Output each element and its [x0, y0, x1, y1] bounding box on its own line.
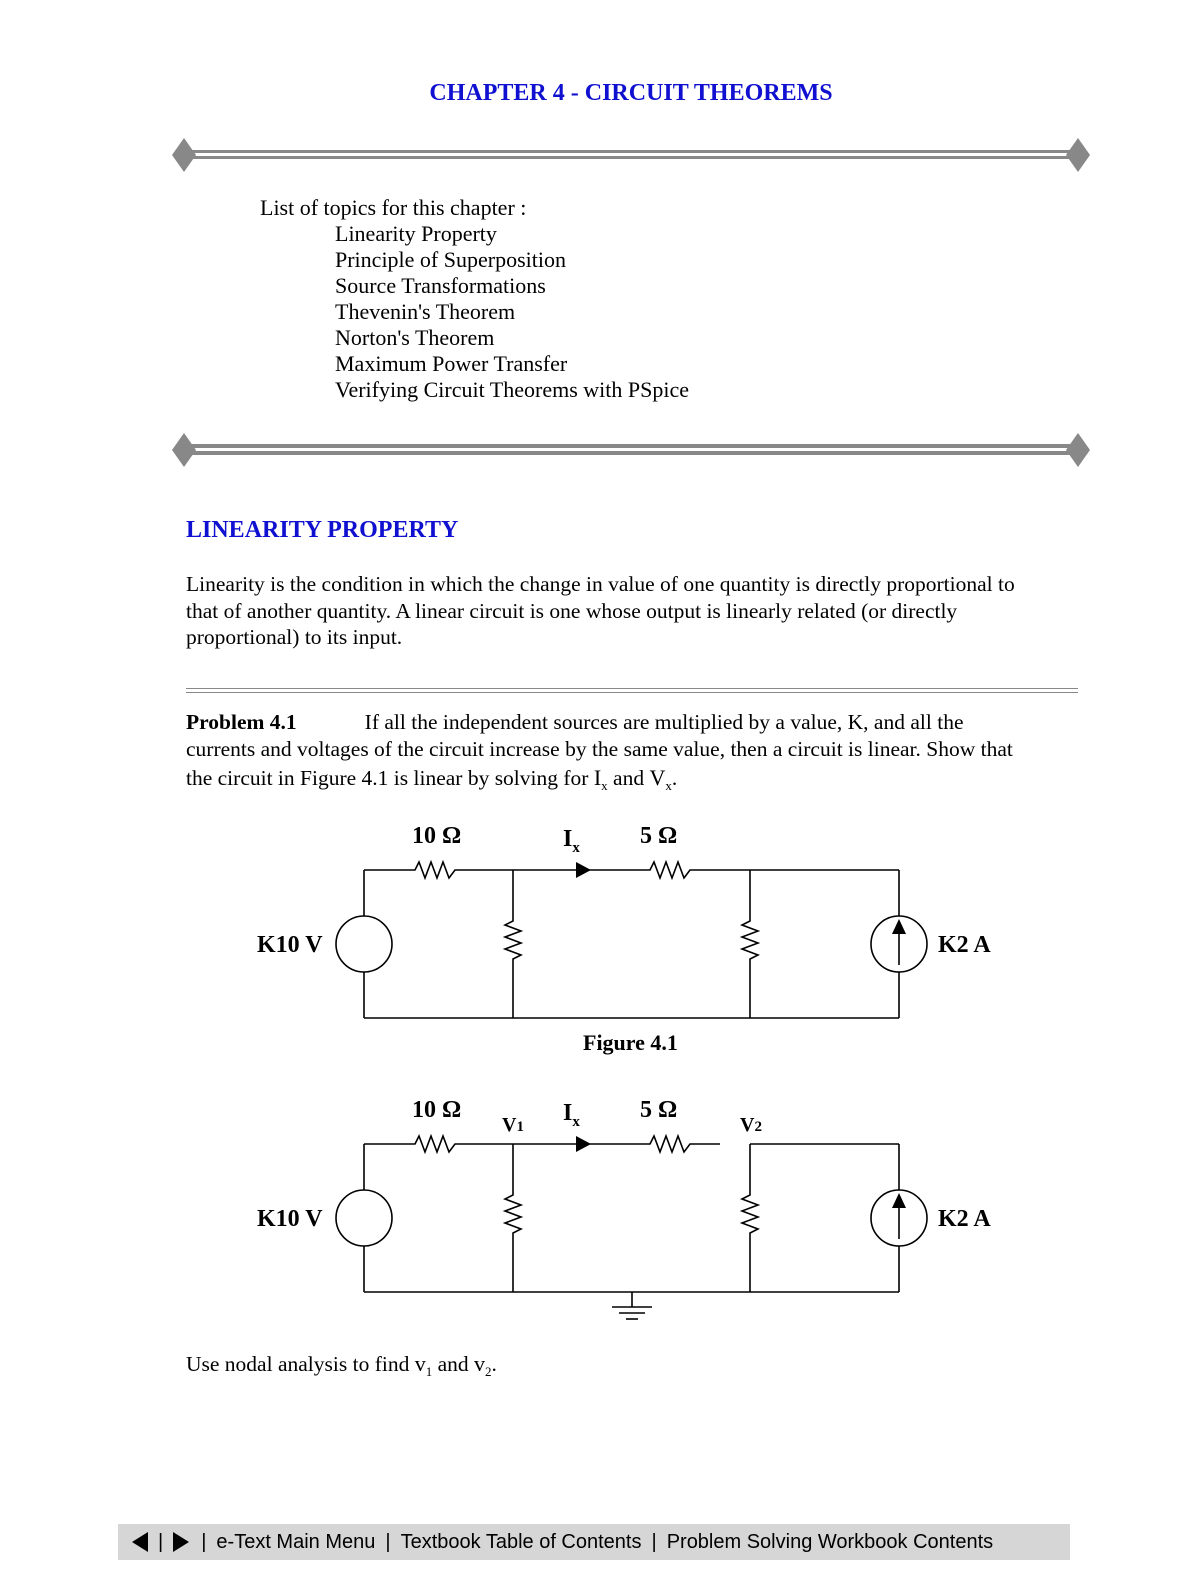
symbol-subscript: 2 [754, 1119, 762, 1135]
problem-line: currents and voltages of the circuit increase by the same value, then a circuit is linear. Show that [186, 736, 1013, 761]
resistor-5-label: 5 Ω [640, 823, 678, 849]
previous-page-icon[interactable] [132, 1532, 148, 1552]
nav-separator: | [651, 1530, 657, 1553]
next-page-icon[interactable] [173, 1532, 189, 1552]
symbol-letter: v [414, 1351, 426, 1376]
symbol-letter: v [474, 1351, 485, 1376]
top-divider [172, 135, 1090, 175]
symbol-letter: V [649, 765, 666, 790]
voltage-source-label: K10 V [257, 1206, 323, 1232]
current-source-arrow-icon [892, 1193, 906, 1208]
voltage-source-icon [336, 1190, 392, 1246]
figure-caption: Figure 4.1 [583, 1030, 678, 1055]
symbol-subscript: 2 [485, 1364, 492, 1379]
topic-item-superposition: Principle of Superposition [335, 247, 566, 272]
nodal-text: . [491, 1352, 497, 1376]
current-ix-label [563, 1100, 580, 1130]
workbook-contents-link[interactable]: Problem Solving Workbook Contents [666, 1530, 994, 1553]
topic-item-linearity: Linearity Property [335, 221, 497, 246]
node-v1-label [502, 1114, 524, 1136]
symbol-subscript: 1 [516, 1119, 524, 1135]
problem-line [186, 709, 1106, 736]
nav-separator: | [385, 1530, 391, 1553]
navigation-bar [118, 1524, 1070, 1560]
paragraph-line: Linearity is the condition in which the change in value of one quantity is directly proportional to [186, 572, 1015, 596]
problem-text: . [671, 766, 678, 790]
symbol-subscript: 1 [425, 1364, 433, 1379]
symbol-letter: V [502, 1114, 517, 1136]
current-direction-arrow-icon [576, 862, 591, 878]
current-source-label: K2 A [938, 932, 991, 958]
symbol-v2 [474, 1351, 492, 1379]
linearity-paragraph [186, 571, 1086, 651]
page-title: CHAPTER 4 - CIRCUIT THEOREMS [429, 80, 833, 106]
topic-item-norton: Norton's Theorem [335, 325, 495, 350]
problem-text: and [613, 766, 645, 790]
nodal-text: Use nodal analysis to find [186, 1352, 410, 1376]
symbol-letter: I [563, 1100, 573, 1126]
paragraph-line: proportional) to its input. [186, 625, 403, 649]
symbol-letter: V [740, 1114, 755, 1136]
nav-separator: | [201, 1530, 207, 1553]
symbol-v1 [414, 1351, 433, 1379]
nav-separator: | [158, 1530, 164, 1553]
problem-line [186, 765, 1106, 800]
resistor-10-label: 10 Ω [412, 1097, 462, 1123]
symbol-subscript: x [572, 840, 580, 856]
topic-item-pspice: Verifying Circuit Theorems with PSpice [335, 377, 689, 402]
symbol-subscript: x [601, 778, 608, 793]
symbol-letter: I [593, 765, 602, 790]
symbol-ix [593, 765, 608, 793]
problem-text: If all the independent sources are multiplied by a value, K, and all the [364, 710, 964, 734]
topics-list [260, 195, 689, 403]
symbol-vx [649, 765, 672, 793]
problem-divider [186, 688, 1078, 693]
current-source-arrow-icon [892, 919, 906, 934]
nodal-instruction [186, 1351, 1086, 1386]
symbol-subscript: x [665, 778, 672, 793]
bottom-divider [172, 430, 1090, 470]
circuit-figure-1 [230, 815, 1030, 1035]
current-ix-label [563, 826, 580, 856]
voltage-source-label: K10 V [257, 932, 323, 958]
problem-text: the circuit in Figure 4.1 is linear by solving for [186, 766, 589, 790]
symbol-letter: I [563, 826, 573, 852]
voltage-source-icon [336, 916, 392, 972]
problem-statement [186, 709, 1106, 800]
main-menu-link[interactable]: e-Text Main Menu [216, 1530, 376, 1553]
resistor-5-label: 5 Ω [640, 1097, 678, 1123]
current-source-label: K2 A [938, 1206, 991, 1232]
topic-item-thevenin: Thevenin's Theorem [335, 299, 516, 324]
problem-label: Problem 4.1 [186, 710, 297, 734]
section-heading: LINEARITY PROPERTY [186, 517, 459, 543]
topics-intro: List of topics for this chapter : [260, 195, 527, 220]
symbol-subscript: x [572, 1114, 580, 1130]
nodal-text: and [437, 1352, 469, 1376]
paragraph-line: that of another quantity. A linear circuit is one whose output is linearly related (or directly [186, 598, 958, 623]
circuit-figure-2 [230, 1089, 1030, 1329]
textbook-toc-link[interactable]: Textbook Table of Contents [400, 1530, 642, 1553]
resistor-10-label: 10 Ω [412, 823, 462, 849]
current-direction-arrow-icon [576, 1136, 591, 1152]
topic-item-max-power: Maximum Power Transfer [335, 351, 568, 376]
topic-item-source-transformations: Source Transformations [335, 273, 546, 298]
node-v2-label [740, 1114, 762, 1136]
